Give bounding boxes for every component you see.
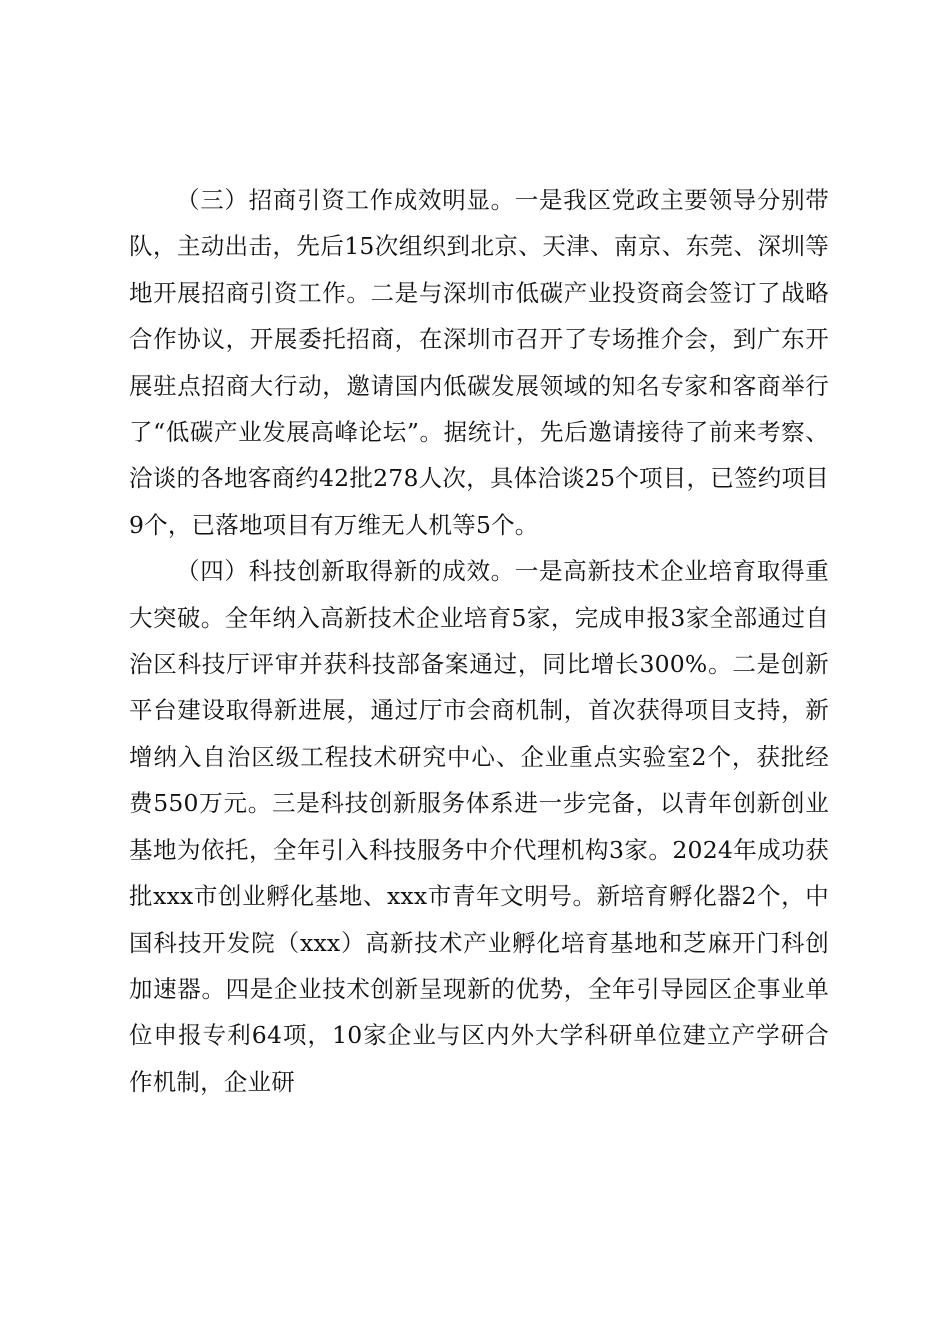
paragraph-tech-innovation: （四）科技创新取得新的成效。一是高新技术企业培育取得重大突破。全年纳入高新技术企业培育5家，完成申报3家全部通过自治区科技厅评审并获科技部备案通过，同比增长300%。二是创新平台建设取得新进展，通过厅市会商机制，首次获得项目支持，新增纳入自治区级工程技术研究中心、企业重点实验室2个，获批经费550万元。三是科技创新服务体系进一步完备，以青年创新创业基地为依托，全年引入科技服务中介代理机构3家。2024年成功获批xxx市创业孵化基地、xxx市青年文明号。新培育孵化器2个，中国科技开发院（xxx）高新技术产业孵化培育基地和芝麻开门科创加速器。四是企业技术创新呈现新的优势，全年引导园区企事业单位申报专利64项，10家企业与区内外大学科研单位建立产学研合作机制，企业研 — [129, 557, 829, 1096]
document-body — [129, 177, 829, 1105]
paragraph-investment-promotion: （三）招商引资工作成效明显。一是我区党政主要领导分别带队，主动出击，先后15次组织到北京、天津、南京、东莞、深圳等地开展招商引资工作。二是与深圳市低碳产业投资商会签订了战略合作协议，开展委托招商，在深圳市召开了专场推介会，到广东开展驻点招商大行动，邀请国内低碳发展领域的知名专家和客商举行了“低碳产业发展高峰论坛”。据统计，先后邀请接待了前来考察、洽谈的各地客商约42批278人次，具体洽谈25个项目，已签约项目9个，已落地项目有万维无人机等5个。 — [129, 186, 829, 539]
